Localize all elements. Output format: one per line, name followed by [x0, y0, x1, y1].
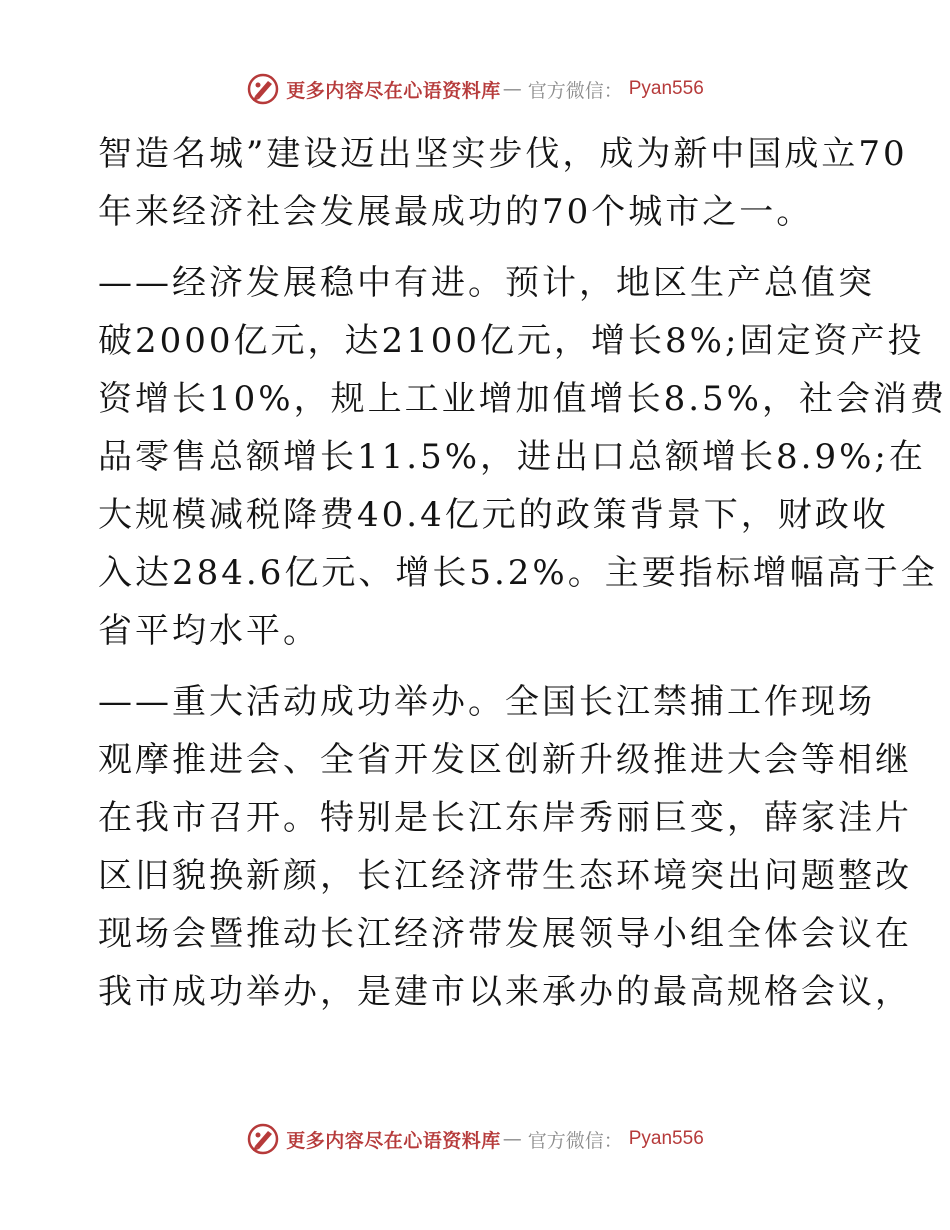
header-text: 更多内容尽在心语资料库	[286, 79, 501, 102]
text-line: 观摩推进会、全省开发区创新升级推进大会等相继	[98, 740, 912, 780]
text-line: 资增长10%，规上工业增加值增长8.5%，社会消费	[98, 379, 947, 419]
header-wechat-label: 官方微信：	[527, 79, 623, 102]
text-line: ——经济发展稳中有进。预计，地区生产总值突	[98, 263, 875, 303]
text-line: 大规模减税降费40.4亿元的政策背景下，财政收	[98, 495, 889, 535]
header-dash: —	[502, 78, 522, 100]
text-line: 入达284.6亿元、增长5.2%。主要指标增幅高于全	[98, 553, 938, 593]
paragraph-1	[98, 125, 908, 241]
paragraph-economy	[98, 254, 947, 660]
text-line: 省平均水平。	[98, 611, 320, 651]
text-line: 区旧貌换新颜，长江经济带生态环境突出问题整改	[98, 856, 912, 896]
text-line: 在我市召开。特别是长江东岸秀丽巨变，薛家洼片	[98, 798, 912, 838]
text-line: 破2000亿元，达2100亿元，增长8%;固定资产投	[98, 321, 925, 361]
footer-wechat-id: Pyan556	[628, 1128, 704, 1149]
footer-wechat-label: 官方微信：	[527, 1129, 623, 1152]
text-line: 品零售总额增长11.5%，进出口总额增长8.9%;在	[98, 437, 926, 477]
text-line: 年来经济社会发展最成功的70个城市之一。	[98, 192, 814, 232]
text-line: 现场会暨推动长江经济带发展领导小组全体会议在	[98, 914, 912, 954]
text-line: 智造名城”建设迈出坚实步伐，成为新中国成立70	[98, 134, 908, 174]
logo-icon	[246, 1122, 280, 1156]
paragraph-events	[98, 673, 912, 1021]
footer-text: 更多内容尽在心语资料库	[286, 1129, 501, 1152]
footer-dash: —	[502, 1128, 522, 1150]
text-line: ——重大活动成功举办。全国长江禁捕工作现场	[98, 682, 875, 722]
header-banner	[0, 72, 950, 106]
text-line: 我市成功举办，是建市以来承办的最高规格会议，	[98, 972, 912, 1012]
logo-icon	[246, 72, 280, 106]
footer-banner	[0, 1122, 950, 1156]
document-body	[98, 125, 947, 1021]
header-wechat-id: Pyan556	[628, 78, 704, 99]
